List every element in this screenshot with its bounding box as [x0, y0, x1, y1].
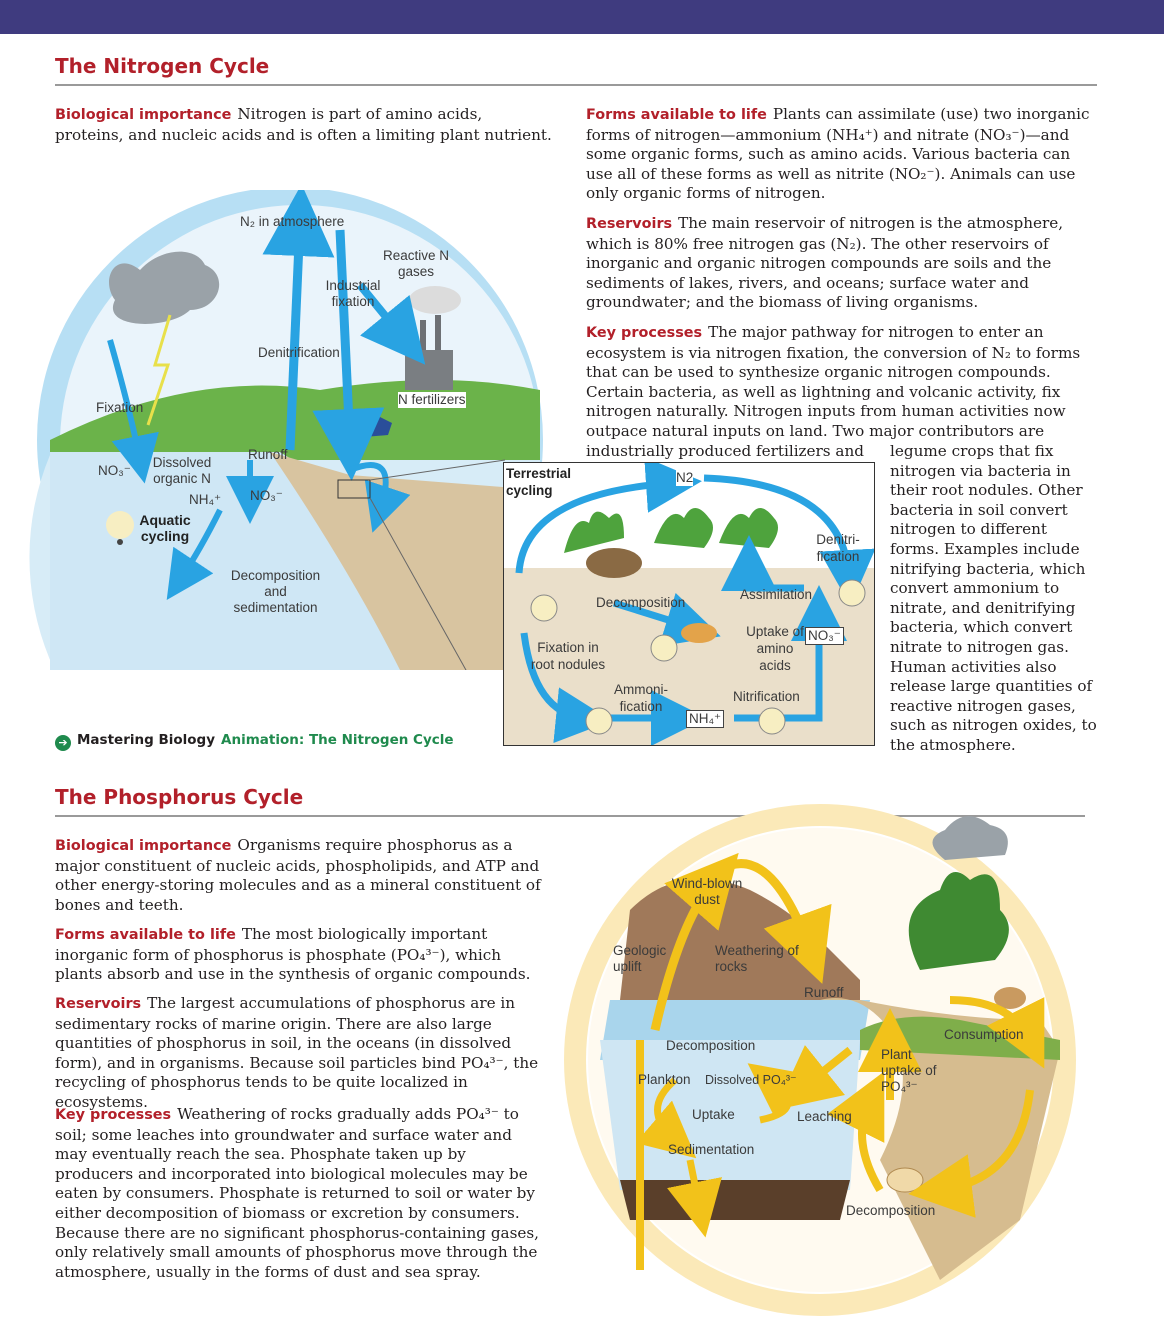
reservoirs-lead: Reservoirs — [586, 216, 673, 232]
label-dissolved-organic-n: Dissolved organic N — [152, 455, 212, 486]
p-forms-text: The most biologically important inorganic form of phosphorus is phosphate (PO₄³⁻), which plants absorb and use in the synthesis of organic compounds. — [55, 925, 531, 984]
bacteria-nodule-icon — [531, 595, 557, 621]
bio-importance-text: Nitrogen is part of amino acids, proteins, and nucleic acids and is often a limiting plant nutrient. — [55, 105, 552, 144]
label-decomposition-top: Decomposition — [666, 1038, 756, 1053]
label-weathering: Weathering of rocks — [715, 943, 799, 974]
inset-title: Terrestrial cycling — [506, 466, 572, 498]
label-industrial-fixation: Industrial fixation — [325, 278, 381, 309]
reservoirs-text: The main reservoir of nitrogen is the atmosphere, which is 80% free nitrogen gas (N₂). The other reservoirs of inorganic and organic nitrogen compounds are soils and the sediments of lakes, rivers, and oceans; surface water and groundwater; and the biomass of living organisms. — [586, 214, 1064, 312]
fungi-icon — [681, 623, 717, 643]
phosphorus-reservoirs — [55, 994, 545, 1113]
label-fixation: Fixation — [96, 400, 144, 415]
forms-text: Plants can assimilate (use) two inorganic forms of nitrogen—ammonium (NH₄⁺) and nitrate (NO₃⁻)—and some organic forms, such as amino acids. Various bacteria can use all of these forms as well as nitrite (NO₂⁻). Animals can use only organic forms of nitrogen. — [586, 105, 1090, 203]
bacteria-decomposer-icon — [651, 635, 677, 661]
bacteria-nitrifier-icon — [759, 708, 785, 734]
terrestrial-inset-graphic — [504, 463, 874, 745]
inset-fixation-nodules-label: Fixation in root nodules — [530, 640, 606, 672]
label-plant-uptake: Plant uptake of PO₄³⁻ — [881, 1047, 937, 1094]
inset-ammonification-label: Ammoni-fication — [613, 682, 668, 714]
bacteria-icon — [106, 511, 134, 539]
p-key-lead: Key processes — [55, 1107, 172, 1123]
mastering-biology-label: Mastering Biology — [77, 732, 216, 748]
label-wind-blown-dust: Wind-blown dust — [671, 876, 743, 907]
key-processes-lead: Key processes — [586, 325, 703, 341]
inset-nh4-label: NH₄⁺ — [686, 710, 724, 728]
phosphorus-forms-available — [55, 925, 545, 985]
factory-icon — [405, 350, 453, 390]
p-res-text: The largest accumulations of phosphorus are in sedimentary rocks of marine origin. There are also large quantities of phosphorus in soil, in the oceans (in dissolved form), and in organisms. Because soil particles bind PO₄³⁻, the recycling of phosphorus tends to be quite localized in ecosystems. — [55, 994, 539, 1111]
label-geologic-uplift: Geologic uplift — [613, 943, 667, 974]
label-leaching: Leaching — [797, 1109, 852, 1124]
nitrogen-cycle-title: The Nitrogen Cycle — [55, 54, 270, 78]
p-res-lead: Reservoirs — [55, 996, 142, 1012]
nitrogen-reservoirs — [586, 214, 1101, 313]
inset-no3-label: NO₃⁻ — [805, 627, 844, 645]
nitrogen-key-processes — [586, 323, 1106, 461]
label-n2-atmosphere: N₂ in atmosphere — [240, 214, 345, 229]
inset-decomposition-label: Decomposition — [596, 595, 686, 610]
label-runoff: Runoff — [248, 447, 288, 462]
label-uptake: Uptake — [692, 1107, 735, 1122]
p-bio-text: Organisms require phosphorus as a major constituent of nucleic acids, phospholipids, and ATP and other energy-storing molecules and as a mineral constituent of bones and teeth. — [55, 836, 541, 914]
p-bio-lead: Biological importance — [55, 838, 232, 854]
label-plankton: Plankton — [638, 1072, 691, 1087]
forms-lead: Forms available to life — [586, 107, 767, 123]
inset-uptake-label: Uptake of amino acids — [746, 624, 804, 673]
label-sedimentation: Sedimentation — [668, 1142, 755, 1157]
label-no3-left: NO₃⁻ — [98, 463, 131, 478]
arrow-right-icon: ➔ — [55, 735, 71, 751]
bio-importance-lead: Biological importance — [55, 107, 232, 123]
label-n-fertilizers: N fertilizers — [398, 392, 466, 407]
p-key-text: Weathering of rocks gradually adds PO₄³⁻ to soil; some leaches into groundwater and surface water and may eventually reach the sea. Phosphate taken up by producers and incorporated into biological molecules may be eaten by consumers. Phosphate is returned to soil or water by either decomposition of biomass or excretion by consumers. Because there are no significant phosphorus-containing gases, only relatively small amounts of phosphorus move through the atmosphere, usually in the forms of dust and sea spray. — [55, 1105, 539, 1281]
key-processes-text-a: The major pathway for nitrogen to enter an ecosystem is via nitrogen fixation, the conversion of N₂ to forms that can be used to synthesize organic nitrogen compounds. Certain bacteria, as well as lightning and volcanic activity, fix nitrogen naturally. Nitrogen inputs from human activities now outpace natural inputs on land. Two major contributors are industrially produced fertilizers and — [586, 323, 1081, 460]
label-aquatic-cycling: Aquatic cycling — [139, 512, 191, 544]
label-denitrification: Denitrification — [258, 345, 340, 360]
label-runoff-p: Runoff — [804, 985, 844, 1000]
label-no3-mid: NO₃⁻ — [250, 488, 283, 503]
phosphorus-cycle-title: The Phosphorus Cycle — [55, 785, 304, 809]
mastering-biology-link[interactable] — [55, 732, 454, 751]
inset-n2-label: N2 — [676, 470, 694, 485]
phosphorus-bio-importance — [55, 836, 545, 915]
nitrogen-key-processes-continued: legume crops that fix nitrogen via bacteria in their root nodules. Other bacteria in soil convert nitrogen to different forms. Examples include nitrifying bacteria, which convert ammonium to nitrate, and denitrifying bacteria, which convert nitrate to nitrogen gas. Human activities also release large quantities of reactive nitrogen gases, such as nitrogen oxides, to the atmosphere. — [890, 442, 1097, 754]
animal-icon — [586, 548, 642, 578]
nitrogen-title-rule — [55, 84, 1097, 86]
p-forms-lead: Forms available to life — [55, 927, 236, 943]
terrestrial-cycling-inset — [503, 462, 875, 746]
header-bar — [0, 0, 1164, 34]
sediment-layer — [620, 1180, 850, 1220]
fungi-icon — [887, 1168, 923, 1192]
inset-assimilation-label: Assimilation — [740, 587, 813, 602]
label-dissolved-po4: Dissolved PO₄³⁻ — [705, 1073, 797, 1087]
label-decomposition-bottom: Decomposition — [846, 1203, 936, 1218]
label-decomposition-sedimentation: Decomposition and sedimentation — [230, 568, 321, 615]
inset-denitrification-label: Denitri-fication — [816, 532, 860, 564]
label-reactive-gases: Reactive N gases — [382, 248, 450, 279]
nitrogen-forms-available — [586, 105, 1101, 204]
rain-cloud-icon — [933, 816, 1008, 860]
inset-nitrification-label: Nitrification — [733, 689, 800, 704]
label-consumption: Consumption — [944, 1027, 1024, 1042]
nitrogen-bio-importance — [55, 105, 555, 145]
phosphorus-cycle-diagram — [560, 800, 1080, 1320]
animation-link[interactable]: Animation: The Nitrogen Cycle — [221, 732, 454, 748]
bacteria-denitrifier-icon — [839, 580, 865, 606]
phosphorus-key-processes — [55, 1105, 545, 1282]
label-nh4: NH₄⁺ — [189, 492, 222, 507]
